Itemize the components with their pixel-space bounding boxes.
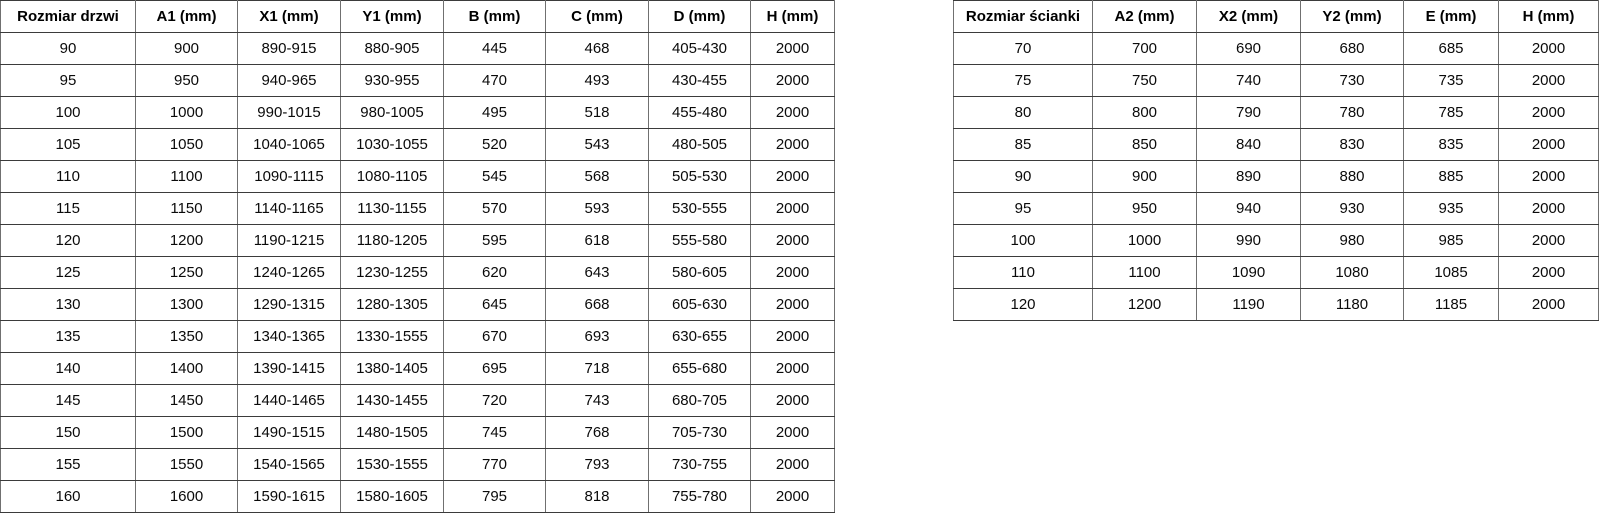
table-cell: 430-455 — [649, 65, 751, 97]
table-cell: 768 — [546, 417, 649, 449]
table-cell: 2000 — [751, 161, 835, 193]
table-cell: 668 — [546, 289, 649, 321]
table-cell: 793 — [546, 449, 649, 481]
table-cell: 1130-1155 — [341, 193, 444, 225]
table-cell: 405-430 — [649, 33, 751, 65]
column-header: B (mm) — [444, 1, 546, 33]
table-cell: 780 — [1301, 97, 1404, 129]
table-cell: 685 — [1404, 33, 1499, 65]
table-row — [1, 481, 835, 513]
table-cell: 85 — [954, 129, 1093, 161]
table-cell: 835 — [1404, 129, 1499, 161]
table-cell: 1390-1415 — [238, 353, 341, 385]
table-cell: 980-1005 — [341, 97, 444, 129]
table-cell: 70 — [954, 33, 1093, 65]
table-row — [1, 97, 835, 129]
table-cell: 743 — [546, 385, 649, 417]
table-cell: 75 — [954, 65, 1093, 97]
table-cell: 1185 — [1404, 289, 1499, 321]
table-cell: 1590-1615 — [238, 481, 341, 513]
table-row — [954, 257, 1599, 289]
table-row — [1, 353, 835, 385]
table-cell: 620 — [444, 257, 546, 289]
table-row — [1, 161, 835, 193]
table-cell: 1090-1115 — [238, 161, 341, 193]
table-row — [954, 129, 1599, 161]
table-cell: 730 — [1301, 65, 1404, 97]
table-cell: 115 — [1, 193, 136, 225]
table-cell: 680 — [1301, 33, 1404, 65]
table-cell: 1150 — [136, 193, 238, 225]
table-cell: 1030-1055 — [341, 129, 444, 161]
table-cell: 735 — [1404, 65, 1499, 97]
table-row — [954, 161, 1599, 193]
table-cell: 1250 — [136, 257, 238, 289]
table-cell: 980 — [1301, 225, 1404, 257]
table-cell: 1400 — [136, 353, 238, 385]
table-cell: 90 — [954, 161, 1093, 193]
table-cell: 530-555 — [649, 193, 751, 225]
table-cell: 1180 — [1301, 289, 1404, 321]
table-cell: 495 — [444, 97, 546, 129]
door-sizes-table-header — [1, 1, 835, 33]
table-cell: 2000 — [751, 225, 835, 257]
table-cell: 1080 — [1301, 257, 1404, 289]
table-cell: 643 — [546, 257, 649, 289]
column-header: X1 (mm) — [238, 1, 341, 33]
table-cell: 1340-1365 — [238, 321, 341, 353]
table-cell: 1085 — [1404, 257, 1499, 289]
table-cell: 1290-1315 — [238, 289, 341, 321]
table-row — [1, 385, 835, 417]
column-header: E (mm) — [1404, 1, 1499, 33]
table-cell: 2000 — [751, 65, 835, 97]
table-row — [954, 33, 1599, 65]
table-cell: 880 — [1301, 161, 1404, 193]
table-cell: 1180-1205 — [341, 225, 444, 257]
column-header: A2 (mm) — [1093, 1, 1197, 33]
table-cell: 2000 — [751, 417, 835, 449]
column-header: A1 (mm) — [136, 1, 238, 33]
table-row — [954, 65, 1599, 97]
table-row — [1, 193, 835, 225]
table-cell: 890 — [1197, 161, 1301, 193]
table-row — [954, 289, 1599, 321]
table-cell: 468 — [546, 33, 649, 65]
table-cell: 1080-1105 — [341, 161, 444, 193]
table-cell: 150 — [1, 417, 136, 449]
table-cell: 505-530 — [649, 161, 751, 193]
table-cell: 1580-1605 — [341, 481, 444, 513]
table-cell: 730-755 — [649, 449, 751, 481]
table-cell: 693 — [546, 321, 649, 353]
table-cell: 755-780 — [649, 481, 751, 513]
table-cell: 1540-1565 — [238, 449, 341, 481]
table-cell: 1430-1455 — [341, 385, 444, 417]
table-cell: 570 — [444, 193, 546, 225]
table-cell: 1140-1165 — [238, 193, 341, 225]
table-cell: 593 — [546, 193, 649, 225]
table-cell: 1280-1305 — [341, 289, 444, 321]
table-cell: 568 — [546, 161, 649, 193]
wall-sizes-table-body — [954, 33, 1599, 321]
door-sizes-table-body — [1, 33, 835, 513]
table-cell: 705-730 — [649, 417, 751, 449]
table-cell: 135 — [1, 321, 136, 353]
table-cell: 160 — [1, 481, 136, 513]
table-cell: 785 — [1404, 97, 1499, 129]
table-cell: 545 — [444, 161, 546, 193]
table-cell: 618 — [546, 225, 649, 257]
table-cell: 1490-1515 — [238, 417, 341, 449]
column-header: X2 (mm) — [1197, 1, 1301, 33]
table-row — [1, 449, 835, 481]
table-cell: 1190-1215 — [238, 225, 341, 257]
column-header: D (mm) — [649, 1, 751, 33]
table-cell: 950 — [1093, 193, 1197, 225]
table-cell: 605-630 — [649, 289, 751, 321]
table-cell: 493 — [546, 65, 649, 97]
table-cell: 645 — [444, 289, 546, 321]
table-cell: 2000 — [751, 193, 835, 225]
table-cell: 1200 — [1093, 289, 1197, 321]
table-cell: 155 — [1, 449, 136, 481]
table-cell: 830 — [1301, 129, 1404, 161]
table-cell: 470 — [444, 65, 546, 97]
table-cell: 100 — [954, 225, 1093, 257]
table-cell: 1040-1065 — [238, 129, 341, 161]
table-cell: 935 — [1404, 193, 1499, 225]
table-cell: 940-965 — [238, 65, 341, 97]
table-cell: 990-1015 — [238, 97, 341, 129]
header-row — [1, 1, 835, 33]
table-cell: 2000 — [1499, 193, 1599, 225]
table-cell: 1440-1465 — [238, 385, 341, 417]
table-cell: 740 — [1197, 65, 1301, 97]
table-cell: 2000 — [1499, 129, 1599, 161]
table-cell: 700 — [1093, 33, 1197, 65]
table-cell: 2000 — [751, 129, 835, 161]
table-cell: 125 — [1, 257, 136, 289]
table-cell: 1350 — [136, 321, 238, 353]
table-row — [1, 289, 835, 321]
table-row — [1, 321, 835, 353]
table-cell: 630-655 — [649, 321, 751, 353]
table-cell: 2000 — [751, 481, 835, 513]
table-row — [1, 33, 835, 65]
column-header: Y1 (mm) — [341, 1, 444, 33]
table-cell: 95 — [954, 193, 1093, 225]
table-cell: 690 — [1197, 33, 1301, 65]
table-cell: 800 — [1093, 97, 1197, 129]
table-cell: 950 — [136, 65, 238, 97]
table-cell: 1380-1405 — [341, 353, 444, 385]
table-cell: 543 — [546, 129, 649, 161]
table-row — [1, 65, 835, 97]
table-cell: 1600 — [136, 481, 238, 513]
table-cell: 2000 — [1499, 161, 1599, 193]
table-row — [954, 193, 1599, 225]
column-header: Rozmiar drzwi — [1, 1, 136, 33]
table-cell: 520 — [444, 129, 546, 161]
table-cell: 2000 — [751, 385, 835, 417]
table-cell: 518 — [546, 97, 649, 129]
table-cell: 110 — [954, 257, 1093, 289]
table-cell: 2000 — [751, 289, 835, 321]
wall-sizes-table — [953, 0, 1599, 321]
column-header: Rozmiar ścianki — [954, 1, 1093, 33]
table-cell: 2000 — [1499, 289, 1599, 321]
table-cell: 720 — [444, 385, 546, 417]
table-cell: 580-605 — [649, 257, 751, 289]
table-cell: 718 — [546, 353, 649, 385]
table-cell: 1530-1555 — [341, 449, 444, 481]
header-row — [954, 1, 1599, 33]
table-cell: 1550 — [136, 449, 238, 481]
table-cell: 680-705 — [649, 385, 751, 417]
table-cell: 1090 — [1197, 257, 1301, 289]
table-cell: 750 — [1093, 65, 1197, 97]
table-cell: 595 — [444, 225, 546, 257]
table-cell: 2000 — [751, 353, 835, 385]
table-cell: 120 — [954, 289, 1093, 321]
table-cell: 2000 — [751, 321, 835, 353]
table-cell: 670 — [444, 321, 546, 353]
table-cell: 130 — [1, 289, 136, 321]
table-cell: 2000 — [1499, 97, 1599, 129]
table-cell: 900 — [1093, 161, 1197, 193]
table-cell: 145 — [1, 385, 136, 417]
table-cell: 900 — [136, 33, 238, 65]
table-cell: 2000 — [1499, 65, 1599, 97]
table-cell: 770 — [444, 449, 546, 481]
table-cell: 885 — [1404, 161, 1499, 193]
column-header: H (mm) — [751, 1, 835, 33]
table-cell: 2000 — [1499, 257, 1599, 289]
table-row — [954, 225, 1599, 257]
table-cell: 1000 — [136, 97, 238, 129]
table-cell: 90 — [1, 33, 136, 65]
table-cell: 850 — [1093, 129, 1197, 161]
table-cell: 1330-1555 — [341, 321, 444, 353]
table-cell: 818 — [546, 481, 649, 513]
table-cell: 120 — [1, 225, 136, 257]
table-row — [1, 225, 835, 257]
table-cell: 890-915 — [238, 33, 341, 65]
table-cell: 140 — [1, 353, 136, 385]
table-cell: 2000 — [1499, 225, 1599, 257]
table-cell: 1050 — [136, 129, 238, 161]
table-cell: 1100 — [136, 161, 238, 193]
table-cell: 790 — [1197, 97, 1301, 129]
table-row — [1, 257, 835, 289]
table-cell: 880-905 — [341, 33, 444, 65]
table-cell: 940 — [1197, 193, 1301, 225]
table-cell: 1190 — [1197, 289, 1301, 321]
table-cell: 930 — [1301, 193, 1404, 225]
table-cell: 1000 — [1093, 225, 1197, 257]
table-cell: 2000 — [751, 257, 835, 289]
table-row — [1, 129, 835, 161]
table-cell: 2000 — [751, 97, 835, 129]
table-cell: 930-955 — [341, 65, 444, 97]
table-cell: 100 — [1, 97, 136, 129]
table-cell: 655-680 — [649, 353, 751, 385]
table-cell: 840 — [1197, 129, 1301, 161]
table-cell: 105 — [1, 129, 136, 161]
table-cell: 985 — [1404, 225, 1499, 257]
column-header: Y2 (mm) — [1301, 1, 1404, 33]
table-row — [954, 97, 1599, 129]
table-cell: 480-505 — [649, 129, 751, 161]
table-cell: 2000 — [751, 449, 835, 481]
table-cell: 1300 — [136, 289, 238, 321]
table-cell: 990 — [1197, 225, 1301, 257]
table-cell: 110 — [1, 161, 136, 193]
column-header: H (mm) — [1499, 1, 1599, 33]
table-cell: 445 — [444, 33, 546, 65]
table-cell: 745 — [444, 417, 546, 449]
table-cell: 1200 — [136, 225, 238, 257]
table-cell: 1230-1255 — [341, 257, 444, 289]
table-cell: 795 — [444, 481, 546, 513]
table-cell: 1480-1505 — [341, 417, 444, 449]
table-cell: 455-480 — [649, 97, 751, 129]
wall-sizes-table-header — [954, 1, 1599, 33]
table-cell: 2000 — [751, 33, 835, 65]
table-cell: 1240-1265 — [238, 257, 341, 289]
column-header: C (mm) — [546, 1, 649, 33]
table-cell: 1500 — [136, 417, 238, 449]
table-cell: 555-580 — [649, 225, 751, 257]
table-cell: 2000 — [1499, 33, 1599, 65]
table-cell: 695 — [444, 353, 546, 385]
table-cell: 80 — [954, 97, 1093, 129]
table-cell: 1100 — [1093, 257, 1197, 289]
table-row — [1, 417, 835, 449]
table-cell: 95 — [1, 65, 136, 97]
table-cell: 1450 — [136, 385, 238, 417]
